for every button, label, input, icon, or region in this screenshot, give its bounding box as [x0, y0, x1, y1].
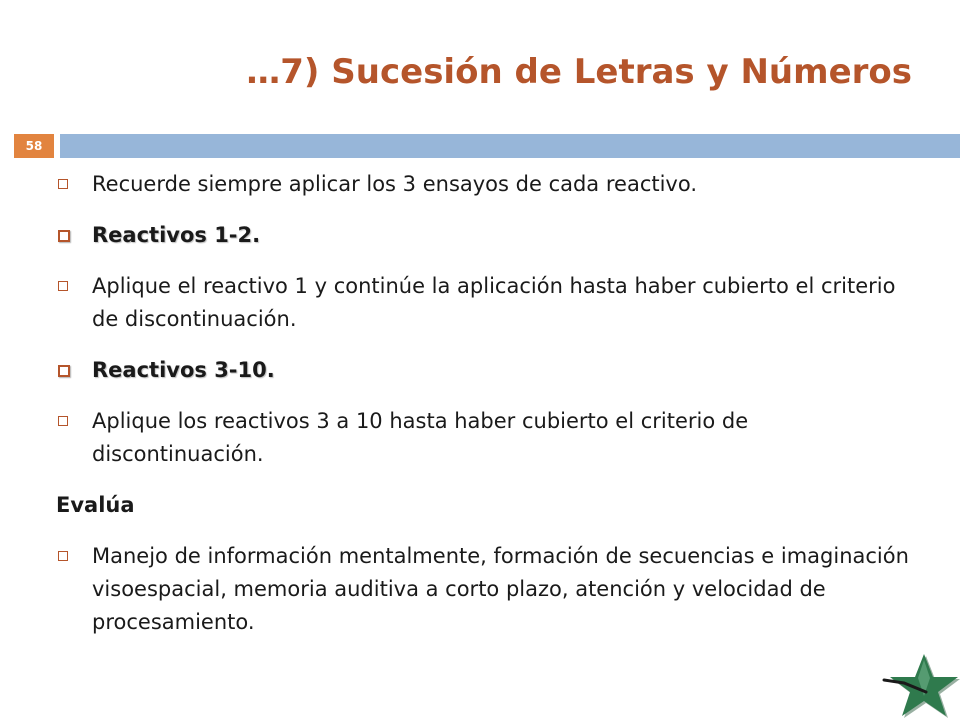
slide-title: …7) Sucesión de Letras y Números: [246, 52, 912, 92]
evaluates-heading: Evalúa: [56, 493, 135, 517]
header-rule-bar: [60, 134, 960, 158]
bullet-item-heading: [56, 219, 916, 252]
square-bullet-icon: [58, 551, 68, 561]
star-logo-icon: [880, 650, 960, 720]
bullet-item: [56, 540, 916, 639]
bullet-text: Reactivos 1-2.: [92, 223, 261, 247]
square-bullet-icon: [58, 416, 68, 426]
square-bullet-icon: [58, 230, 70, 242]
bullet-item: [56, 168, 916, 201]
square-bullet-icon: [58, 179, 68, 189]
square-bullet-icon: [58, 281, 68, 291]
bullet-item-heading: [56, 354, 916, 387]
square-bullet-icon: [58, 365, 70, 377]
bullet-text: Manejo de información mentalmente, formación de secuencias e imaginación visoespacial, memoria auditiva a corto plazo, atención y velocidad de procesamiento.: [92, 544, 909, 634]
slide-content: [56, 168, 916, 657]
bullet-text: Recuerde siempre aplicar los 3 ensayos de cada reactivo.: [92, 172, 698, 196]
bullet-text: Aplique los reactivos 3 a 10 hasta haber cubierto el criterio de discontinuación.: [92, 409, 749, 466]
bullet-text: Reactivos 3-10.: [92, 358, 275, 382]
bullet-text: Aplique el reactivo 1 y continúe la aplicación hasta haber cubierto el criterio de discontinuación.: [92, 274, 896, 331]
bullet-item: [56, 405, 916, 471]
bullet-item: [56, 270, 916, 336]
page-number-badge: 58: [14, 134, 54, 158]
